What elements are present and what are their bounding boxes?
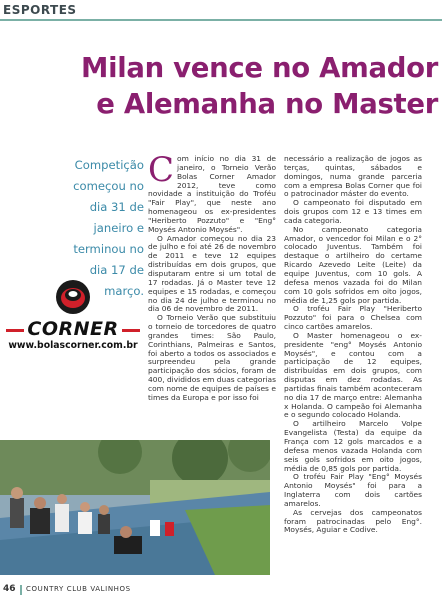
paragraph: Com início no dia 31 de janeiro, o Torneio Verão Bolas Corner Amador 2012, teve como novidade a instituição do Troféu "Fair Play", que neste ano homenageou os ex-presidentes "Heriberto Pozzuto" e "Eng° Moysés Antonio Moysés". bbox=[148, 150, 276, 234]
section-header bbox=[0, 0, 442, 22]
drop-cap: C bbox=[148, 150, 175, 190]
article-photo bbox=[0, 440, 270, 575]
article-column-1 bbox=[148, 150, 276, 403]
section-label: ESPORTES bbox=[3, 3, 77, 17]
paragraph: necessário a realização de jogos as terças, quintas, sábados e domingos, numa grande parceria com a empresa Bolas Corner que foi o patrocinador máster do evento. bbox=[284, 154, 422, 199]
logo-url: www.bolascorner.com.br bbox=[8, 340, 138, 351]
corner-ball-icon bbox=[56, 280, 90, 314]
article-column-2 bbox=[284, 155, 422, 535]
paragraph: O campeonato foi disputado em dois grupos com 12 e 13 times em cada categoria. bbox=[284, 198, 422, 225]
paragraph: No campeonato categoria Amador, o vencedor foi Milan e o 2° colocado Juventus. Também foi destaque o artilheiro do certame Ricardo Azevedo Leite (Leite) da equipe Juventus, com 10 gols. A defesa menos vazada foi do Milan com 10 gols sofridos em oito jogos, média de 1,25 gols por partida. bbox=[284, 224, 422, 305]
footer-divider bbox=[20, 585, 22, 595]
paragraph: As cervejas dos campeonatos foram patrocinadas pelo Eng°. Moysés, Aguiar e Codive. bbox=[284, 507, 422, 535]
article-title bbox=[40, 50, 438, 122]
article-title-line-1: Milan vence no Amador bbox=[81, 52, 438, 84]
paragraph: O Master homenageou o ex-presidente "eng° Moysés Antonio Moysés", e contou com a participação de 12 equipes, distribuídas em dois grupos, com disputas em dez rodadas. As partidas finais também aconteceram no dia 17 de março entre: Alemanha x Holanda. O campeão foi Alemanha e o segundo colocado Holanda. bbox=[284, 330, 422, 420]
paragraph: O Amador começou no dia 23 de julho e foi até 26 de novembro de 2011 e teve 12 equipes distribuídas em dois grupos, que disputaram entre si um total de 17 rodadas. Já o Master teve 12 equipes e 15 rodadas, e começou no dia 24 de julho e terminou no dia 06 de novembro de 2011. bbox=[148, 233, 276, 314]
paragraph: O artilheiro Marcelo Volpe Evangelista (Testa) da equipe da França com 12 gols marcados e a defesa menos vazada Holanda com seis gols sofridos em oito jogos, média de 0,85 gols por partida. bbox=[284, 419, 422, 473]
publication-name: COUNTRY CLUB VALINHOS bbox=[26, 585, 131, 593]
page-number: 46 bbox=[3, 584, 16, 594]
paragraph: O troféu Fair Play "Heriberto Pozzuto" foi para o Chelsea com cinco cartões amarelos. bbox=[284, 304, 422, 332]
article-title-line-2: e Alemanha no Master bbox=[96, 88, 438, 120]
corner-wordmark-text: CORNER bbox=[27, 318, 119, 340]
page-footer bbox=[0, 582, 442, 600]
corner-wordmark bbox=[4, 317, 142, 340]
paragraph: O troféu Fair Play "Eng° Moysés Antonio Moysés" foi para a Inglaterra com dois cartões amarelos. bbox=[284, 472, 422, 508]
paragraph: O Torneio Verão que substituiu o torneio de torcedores de quatro grandes times: São Paulo, Corinthians, Palmeiras e Santos, foi aberto a todos os associados e surpreendeu pela grande participação dos sócios, foram de 400, divididos em duas categorias com nome de equipes de países e times da Europa e por isso foi bbox=[148, 313, 276, 402]
section-rule bbox=[0, 19, 442, 21]
pull-quote: Competição começou no dia 31 de janeiro e terminou no dia 17 de março. bbox=[73, 158, 144, 298]
